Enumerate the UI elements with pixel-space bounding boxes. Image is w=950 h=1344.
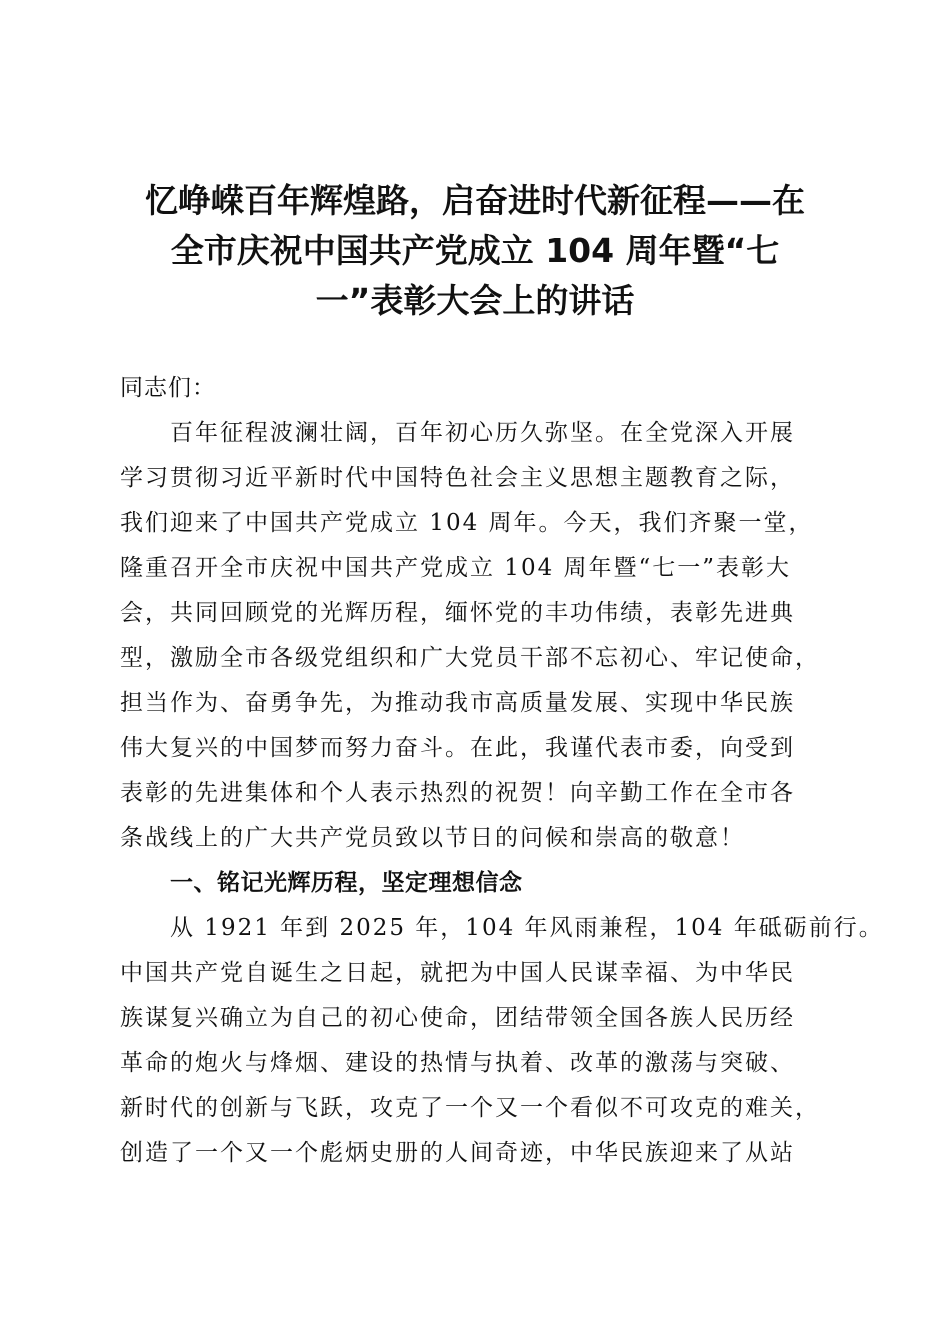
paragraph-opening — [120, 411, 832, 861]
paragraph-line: 革命的炮火与烽烟、建设的热情与执着、改革的激荡与突破、 — [120, 1050, 795, 1076]
section-heading: 一、铭记光辉历程，坚定理想信念 — [170, 870, 523, 896]
paragraph-line: 百年征程波澜壮阔，百年初心历久弥坚。在全党深入开展 — [170, 420, 795, 446]
paragraph-line: 伟大复兴的中国梦而努力奋斗。在此，我谨代表市委，向受到 — [120, 735, 795, 761]
paragraph-line: 会，共同回顾党的光辉历程，缅怀党的丰功伟绩，表彰先进典 — [120, 600, 795, 626]
paragraph-line: 型，激励全市各级党组织和广大党员干部不忘初心、牢记使命， — [120, 645, 820, 671]
paragraph-line: 隆重召开全市庆祝中国共产党成立 104 周年暨“七一”表彰大 — [120, 555, 792, 581]
paragraph-line: 从 1921 年到 2025 年，104 年风雨兼程，104 年砥砺前行。 — [170, 915, 884, 941]
paragraph-line: 族谋复兴确立为自己的初心使命，团结带领全国各族人民历经 — [120, 1005, 795, 1031]
speech-title — [110, 176, 840, 326]
paragraph-line: 创造了一个又一个彪炳史册的人间奇迹，中华民族迎来了从站 — [120, 1140, 795, 1166]
paragraph-line: 表彰的先进集体和个人表示热烈的祝贺！向辛勤工作在全市各 — [120, 780, 795, 806]
speech-body — [120, 366, 884, 1176]
paragraph-history — [120, 906, 884, 1176]
paragraph-line: 学习贯彻习近平新时代中国特色社会主义思想主题教育之际， — [120, 465, 795, 491]
title-line: 全市庆祝中国共产党成立 104 周年暨“七 — [170, 231, 780, 270]
paragraph-line: 我们迎来了中国共产党成立 104 周年。今天，我们齐聚一堂， — [120, 510, 814, 536]
title-line: 忆峥嵘百年辉煌路，启奋进时代新征程——在 — [145, 181, 805, 220]
salutation: 同志们： — [120, 375, 216, 401]
paragraph-line: 中国共产党自诞生之日起，就把为中国人民谋幸福、为中华民 — [120, 960, 795, 986]
paragraph-line: 新时代的创新与飞跃，攻克了一个又一个看似不可攻克的难关， — [120, 1095, 820, 1121]
paragraph-line: 担当作为、奋勇争先，为推动我市高质量发展、实现中华民族 — [120, 690, 795, 716]
paragraph-line: 条战线上的广大共产党员致以节日的问候和崇高的敬意！ — [120, 825, 745, 851]
title-line: 一”表彰大会上的讲话 — [315, 281, 635, 320]
